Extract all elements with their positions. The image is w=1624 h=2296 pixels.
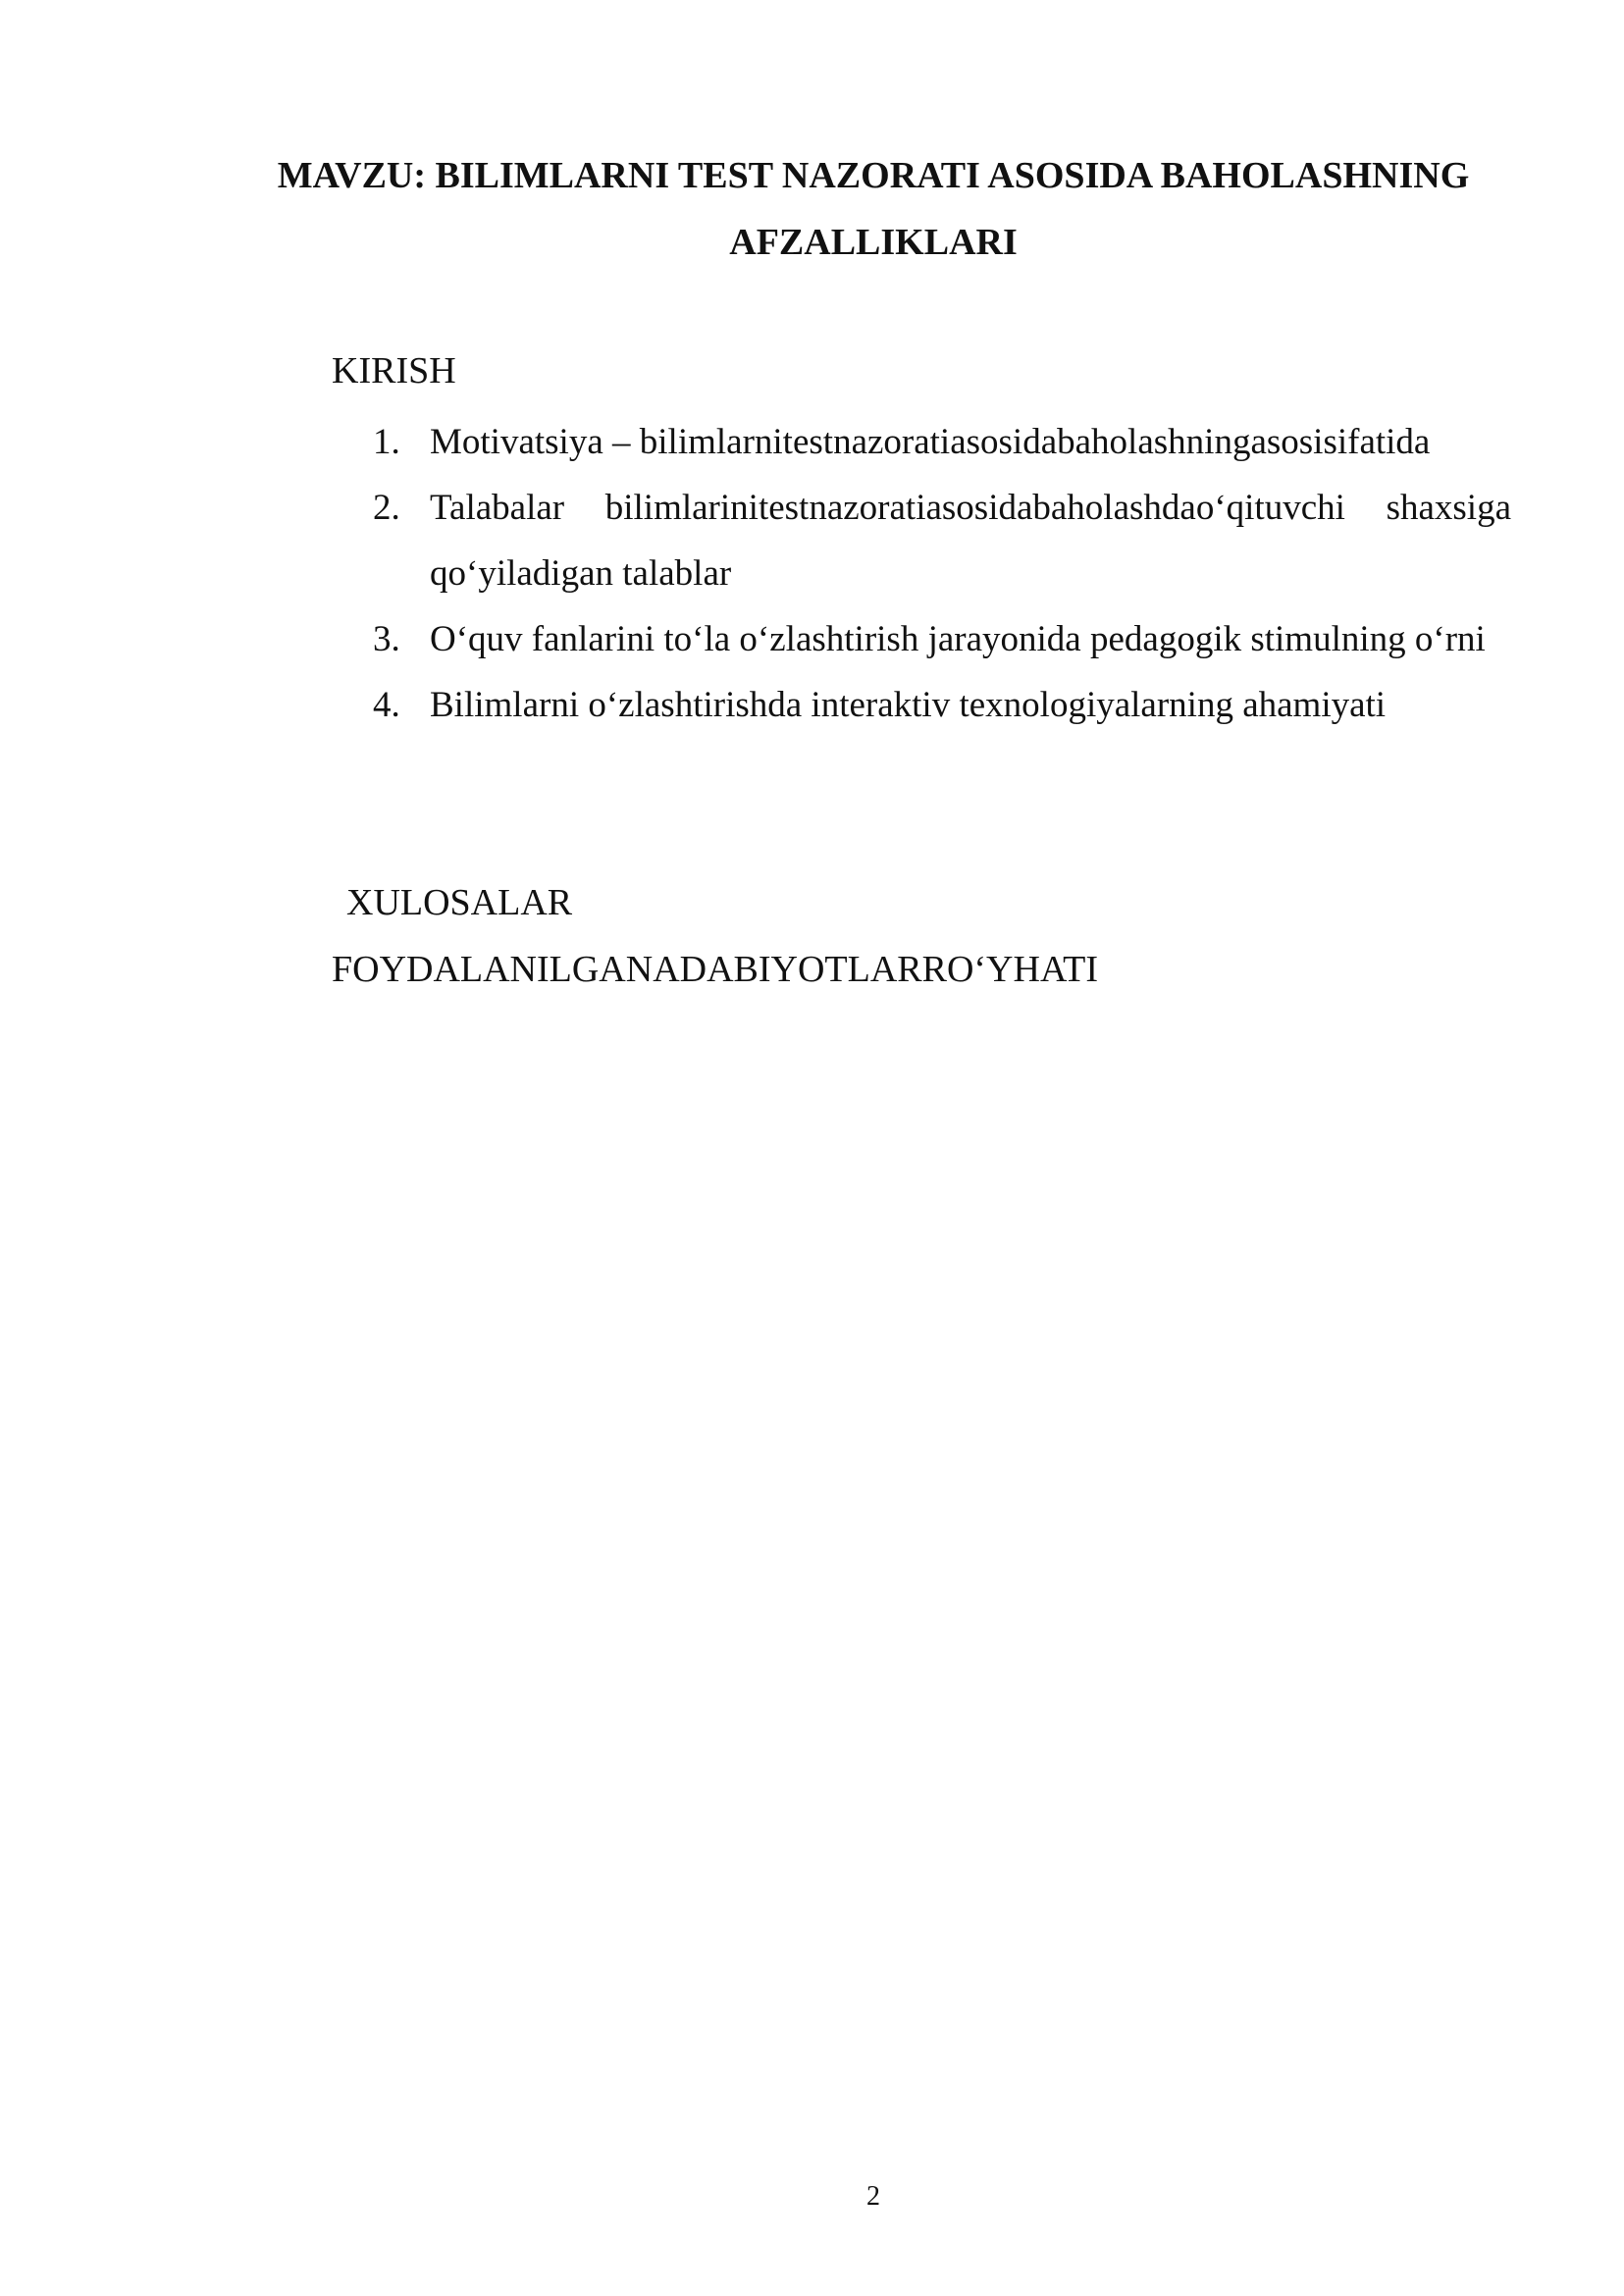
toc-item-2 bbox=[373, 475, 1511, 606]
page-number: 2 bbox=[866, 2181, 880, 2212]
toc-item-1 bbox=[373, 409, 1511, 475]
table-of-contents bbox=[373, 409, 1511, 738]
toc-item-4 bbox=[373, 672, 1511, 738]
toc-item-text: Talabalar bilimlarinitestnazoratiasosidabaholashdao‘qituvchi shaxsiga qo‘yiladigan talablar bbox=[430, 488, 1511, 594]
title-line-2: AFZALLIKLARI bbox=[729, 222, 1018, 263]
document-title bbox=[196, 142, 1550, 276]
intro-heading: KIRISH bbox=[332, 350, 456, 391]
toc-item-number: 1. bbox=[373, 422, 400, 462]
title-line-1: MAVZU: BILIMLARNI TEST NAZORATI ASOSIDA BAHOLASHNING bbox=[277, 155, 1470, 196]
toc-item-number: 3. bbox=[373, 619, 400, 659]
conclusions-heading: XULOSALAR bbox=[346, 882, 573, 923]
toc-item-text: Motivatsiya – bilimlarnitestnazoratiasosidabaholashningasosisifatida bbox=[430, 422, 1431, 462]
toc-item-text: O‘quv fanlarini to‘la o‘zlashtirish jarayonida pedagogik stimulning o‘rni bbox=[430, 619, 1486, 659]
toc-item-number: 4. bbox=[373, 685, 400, 725]
toc-item-text: Bilimlarni o‘zlashtirishda interaktiv texnologiyalarning ahamiyati bbox=[430, 685, 1387, 725]
references-heading: FOYDALANILGANADABIYOTLARRO‘YHATI bbox=[332, 949, 1099, 990]
toc-item-number: 2. bbox=[373, 488, 400, 528]
toc-item-3 bbox=[373, 606, 1511, 672]
